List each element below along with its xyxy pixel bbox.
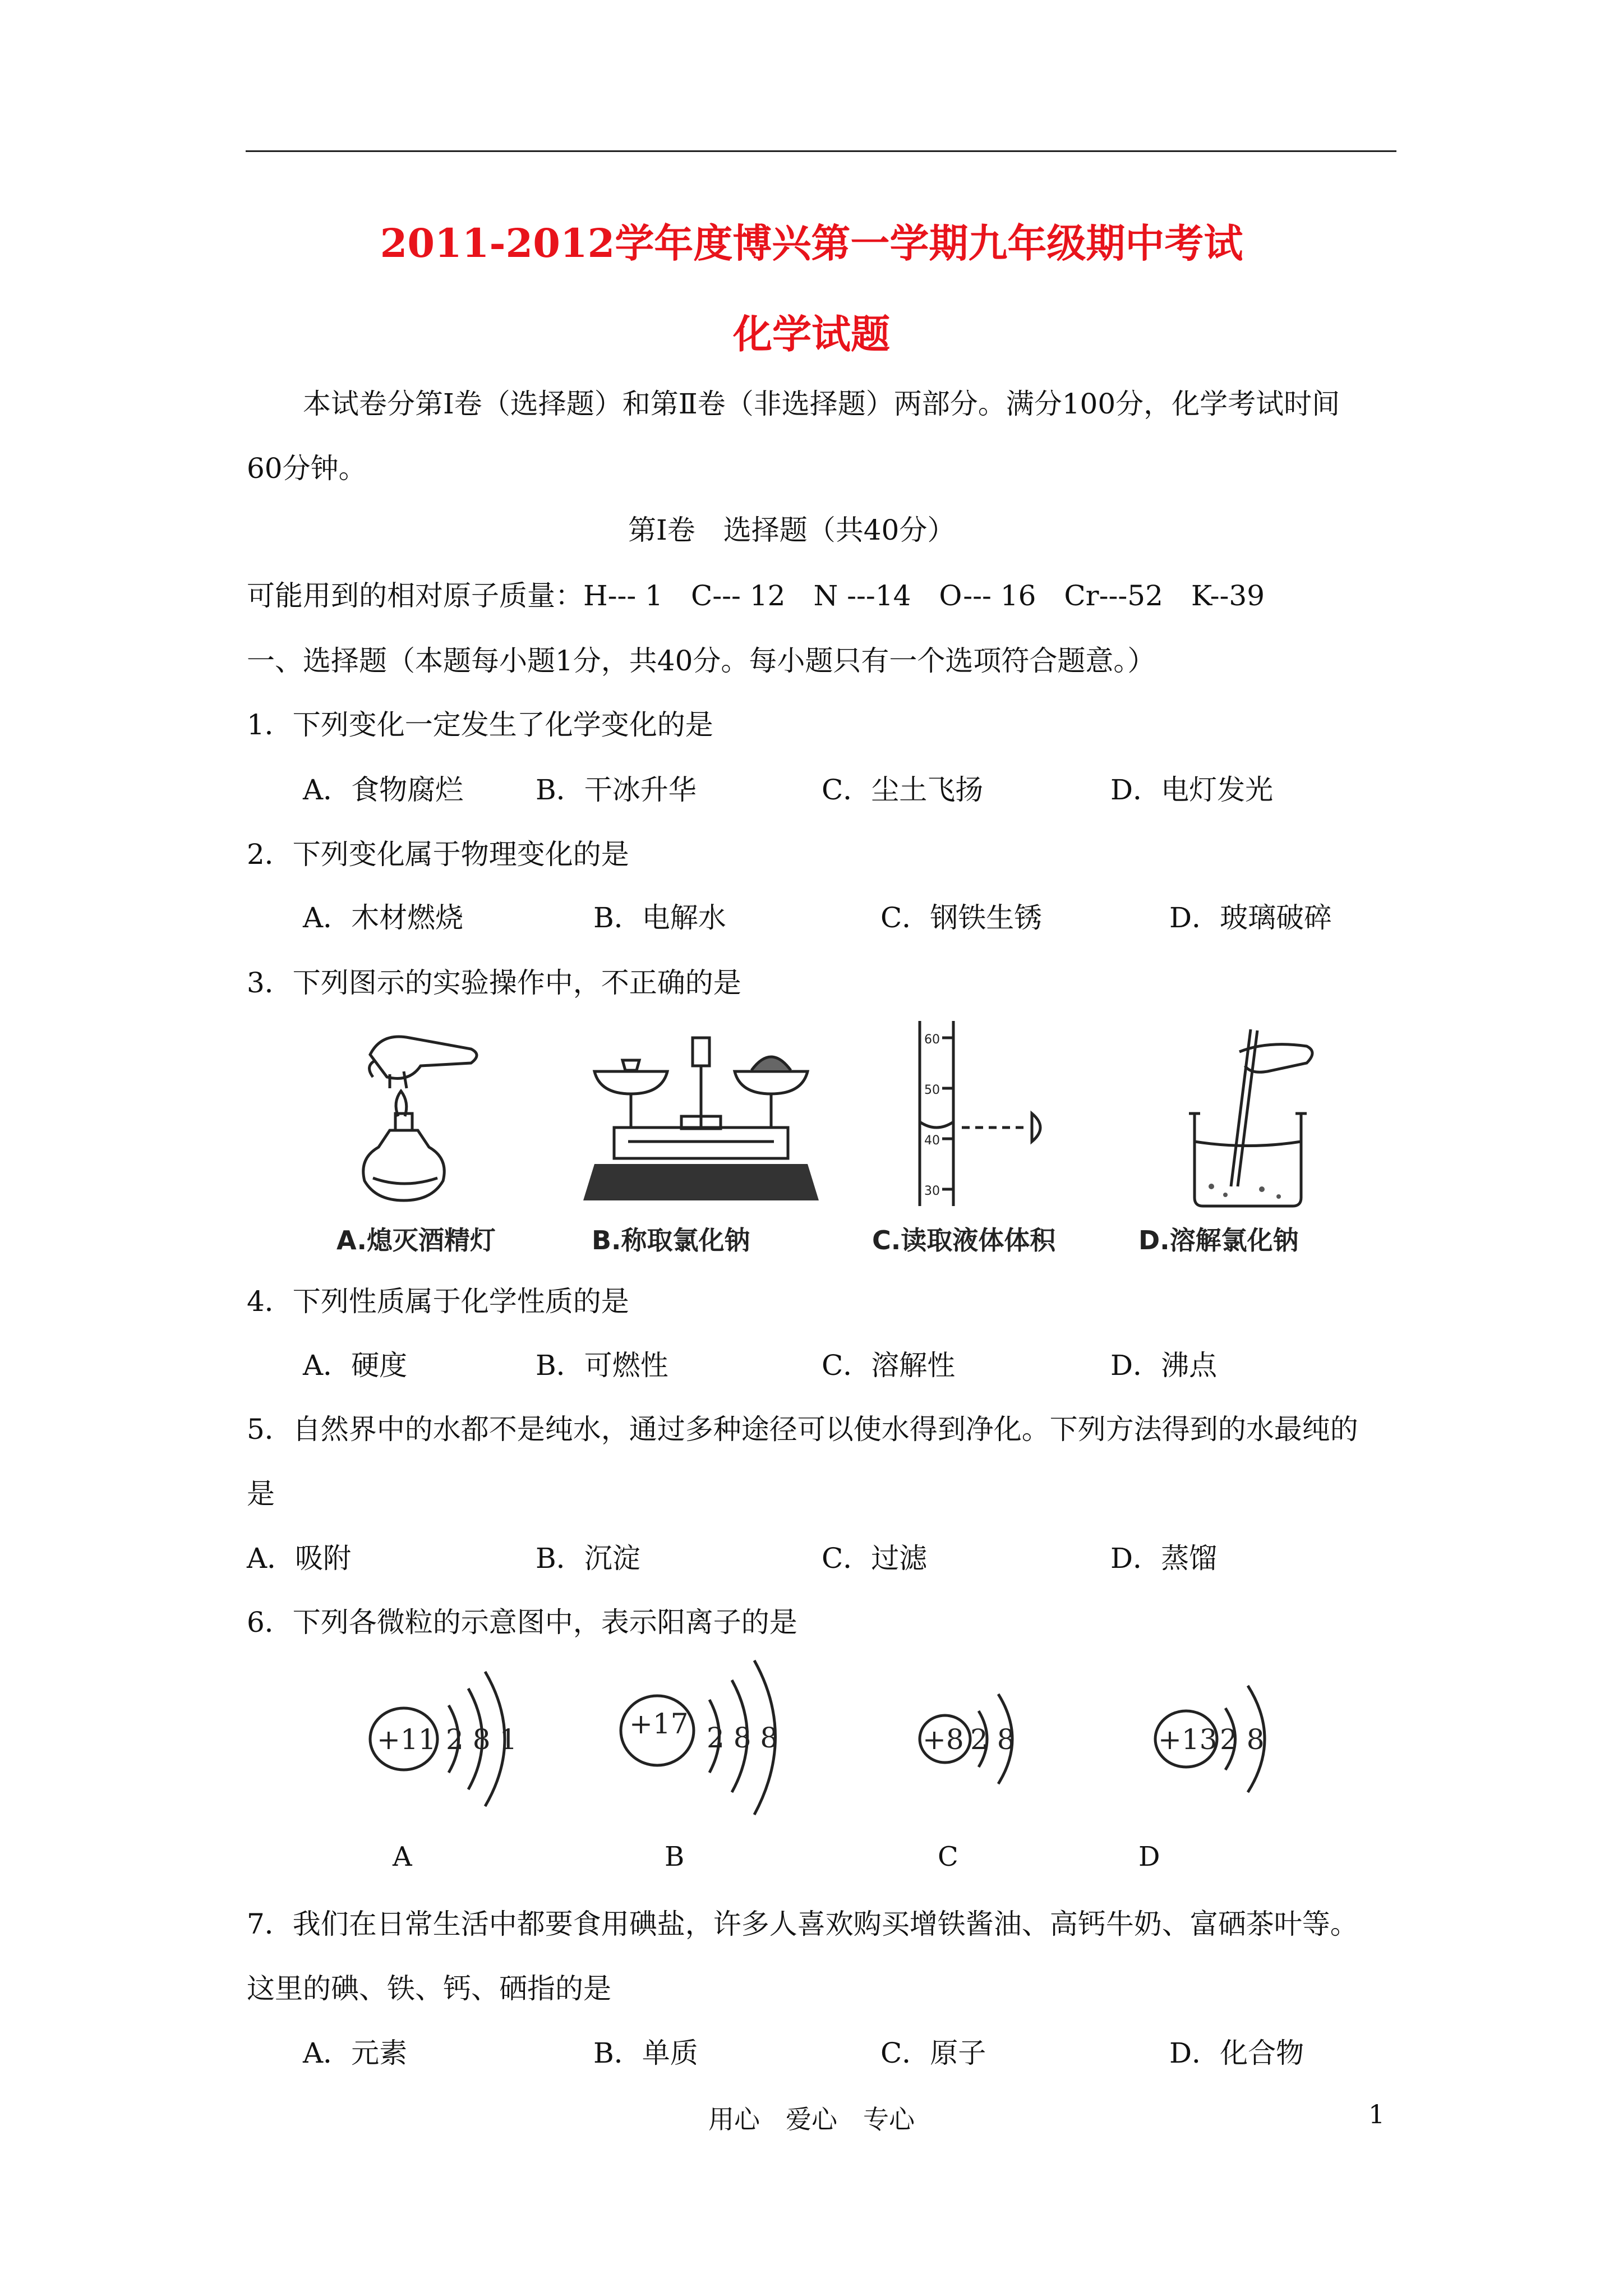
- particle-a-shells: 2 8 1: [446, 1723, 518, 1756]
- particle-diagram-b: [617, 1655, 796, 1823]
- cylinder-tick-50: 50: [924, 1083, 940, 1097]
- q7-option-c: C．原子: [880, 2037, 986, 2069]
- section-title: 第Ⅰ卷 选择题（共40分）: [628, 514, 956, 546]
- particle-label-b: B: [665, 1841, 685, 1872]
- q4-option-c: C．溶解性: [822, 1349, 956, 1382]
- question-5: 5．自然界中的水都不是纯水，通过多种途径可以使水得到净化。下列方法得到的水最纯的: [247, 1413, 1358, 1446]
- cylinder-tick-40: 40: [924, 1134, 940, 1148]
- q3-caption-c: C.读取液体体积: [872, 1225, 1056, 1255]
- cylinder-tick-60: 60: [924, 1033, 940, 1047]
- particle-diagram-c: [914, 1677, 1049, 1801]
- particle-a-nucleus: +11: [377, 1723, 436, 1756]
- particle-b-nucleus: +17: [629, 1708, 689, 1740]
- q1-option-b: B．干冰升华: [536, 774, 697, 806]
- particle-label-c: C: [938, 1841, 958, 1872]
- q3-caption-a: A.熄灭酒精灯: [336, 1225, 496, 1255]
- intro-line-1: 本试卷分第Ⅰ卷（选择题）和第Ⅱ卷（非选择题）两部分。满分100分，化学考试时间: [303, 388, 1340, 420]
- cylinder-tick-30: 30: [924, 1184, 940, 1198]
- particle-diagram-a: [365, 1660, 533, 1818]
- q3-caption-b: B.称取氯化钠: [592, 1225, 750, 1255]
- exam-subtitle: 化学试题: [733, 311, 890, 357]
- question-4: 4．下列性质属于化学性质的是: [247, 1285, 629, 1318]
- particle-b-shells: 2 8 8: [707, 1722, 778, 1754]
- page-number: 1: [1368, 2099, 1385, 2129]
- q7-option-b: B．单质: [593, 2037, 698, 2069]
- question-7: 7．我们在日常生活中都要食用碘盐，许多人喜欢购买增铁酱油、高钙牛奶、富硒茶叶等。: [247, 1908, 1358, 1940]
- q4-option-a: A．硬度: [303, 1349, 408, 1382]
- particle-d-shells: 2 8: [1220, 1723, 1265, 1756]
- figure-alcohol-lamp: [336, 1021, 494, 1212]
- question-6: 6．下列各微粒的示意图中，表示阳离子的是: [247, 1606, 797, 1639]
- q3-caption-d: D.溶解氯化钠: [1138, 1225, 1299, 1255]
- question-7-cont: 这里的碘、铁、钙、硒指的是: [247, 1972, 611, 2005]
- q4-option-d: D．沸点: [1110, 1349, 1218, 1382]
- question-3: 3．下列图示的实验操作中，不正确的是: [247, 967, 741, 999]
- figure-beaker: [1178, 1018, 1324, 1212]
- q7-option-d: D．化合物: [1169, 2037, 1304, 2069]
- question-2: 2．下列变化属于物理变化的是: [247, 838, 629, 871]
- q5-option-b: B．沉淀: [536, 1542, 640, 1575]
- particle-c-nucleus: +8: [923, 1723, 964, 1756]
- q1-option-c: C．尘土飞扬: [822, 774, 984, 806]
- question-5-cont: 是: [247, 1478, 275, 1510]
- particle-diagram-d: [1150, 1666, 1307, 1812]
- intro-line-2: 60分钟。: [247, 452, 367, 485]
- exam-title: 2011-2012学年度博兴第一学期九年级期中考试: [380, 220, 1243, 266]
- q5-option-a: A．吸附: [247, 1542, 352, 1575]
- q2-option-d: D．玻璃破碎: [1169, 901, 1332, 934]
- particle-d-nucleus: +13: [1158, 1723, 1218, 1756]
- q5-option-c: C．过滤: [822, 1542, 928, 1575]
- q2-option-c: C．钢铁生锈: [880, 901, 1043, 934]
- header-rule: [246, 150, 1396, 152]
- q1-option-d: D．电灯发光: [1110, 774, 1274, 806]
- question-1: 1．下列变化一定发生了化学变化的是: [247, 708, 713, 741]
- q1-option-a: A．食物腐烂: [303, 774, 464, 806]
- particle-c-shells: 2 8: [970, 1723, 1015, 1756]
- atomic-mass-line: 可能用到的相对原子质量：H--- 1 C--- 12 N ---14 O--- 16 Cr---52 K--39: [247, 579, 1265, 612]
- q2-option-b: B．电解水: [593, 901, 726, 934]
- figure-balance: [583, 1032, 819, 1212]
- q7-option-a: A．元素: [303, 2037, 408, 2069]
- figure-cylinder: [909, 1021, 1088, 1212]
- footer-slogan: 用心 爱心 专心: [708, 2104, 915, 2134]
- instructions-line: 一、选择题（本题每小题1分，共40分。每小题只有一个选项符合题意。）: [247, 645, 1156, 677]
- particle-label-d: D: [1138, 1841, 1160, 1872]
- particle-label-a: A: [393, 1841, 412, 1872]
- q5-option-d: D．蒸馏: [1110, 1542, 1218, 1575]
- q4-option-b: B．可燃性: [536, 1349, 668, 1382]
- q2-option-a: A．木材燃烧: [303, 901, 464, 934]
